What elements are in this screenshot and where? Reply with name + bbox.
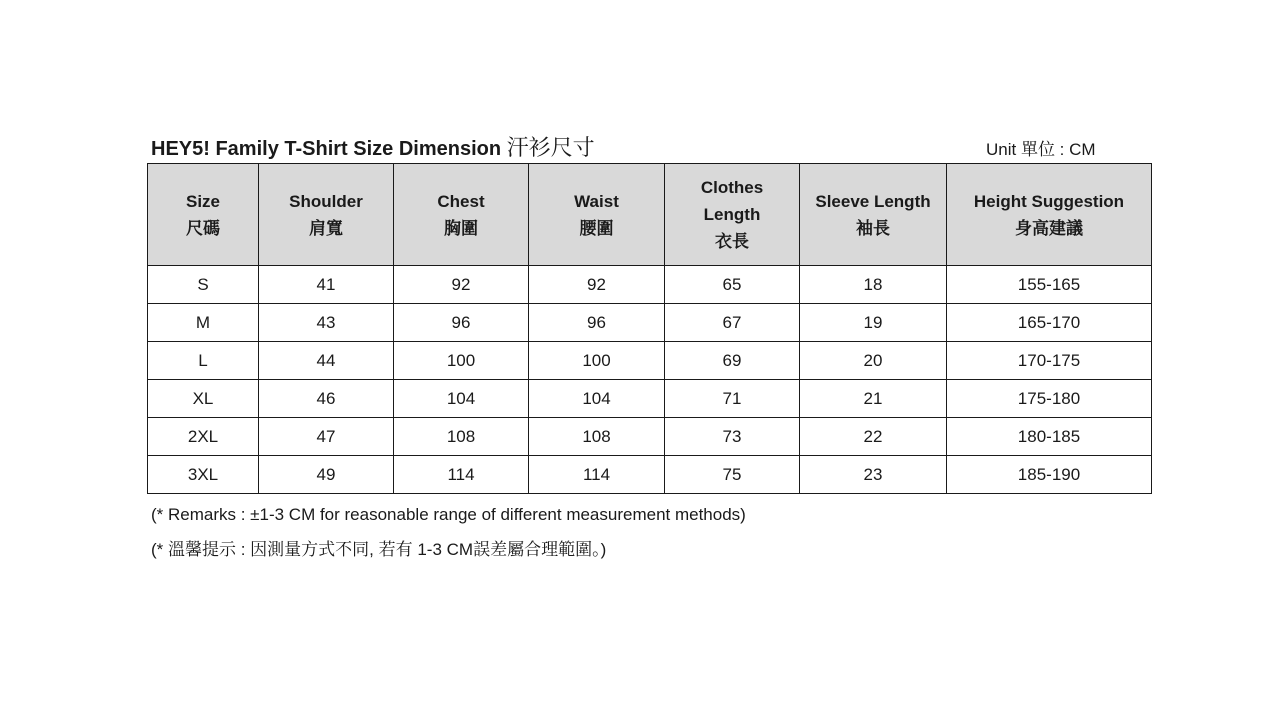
header-sleeve-length: Sleeve Length 袖長 [800,164,947,266]
cell-height-suggestion: 165-170 [947,304,1152,342]
cell-size: M [148,304,259,342]
cell-chest: 104 [394,380,529,418]
cell-clothes-length: 69 [665,342,800,380]
cell-size: S [148,266,259,304]
table-row [148,342,1152,380]
cell-clothes-length: 71 [665,380,800,418]
cell-shoulder: 49 [259,456,394,494]
header-clothes-length: Clothes Length 衣長 [665,164,800,266]
cell-sleeve-length: 18 [800,266,947,304]
cell-shoulder: 46 [259,380,394,418]
cell-waist: 108 [529,418,665,456]
cell-shoulder: 44 [259,342,394,380]
remark-english: (* Remarks : ±1-3 CM for reasonable range of different measurement methods) [151,505,746,524]
cell-height-suggestion: 180-185 [947,418,1152,456]
cell-height-suggestion: 185-190 [947,456,1152,494]
cell-chest: 108 [394,418,529,456]
unit-label: Unit 單位 : CM [986,140,1096,159]
header-shoulder: Shoulder 肩寬 [259,164,394,266]
header-waist: Waist 腰圍 [529,164,665,266]
cell-clothes-length: 65 [665,266,800,304]
cell-shoulder: 47 [259,418,394,456]
table-row [148,418,1152,456]
header-size: Size 尺碼 [148,164,259,266]
cell-shoulder: 41 [259,266,394,304]
cell-sleeve-length: 19 [800,304,947,342]
title-english: HEY5! Family T-Shirt Size Dimension [151,138,507,160]
cell-height-suggestion: 170-175 [947,342,1152,380]
cell-sleeve-length: 20 [800,342,947,380]
header-height-suggestion: Height Suggestion 身高建議 [947,164,1152,266]
cell-chest: 92 [394,266,529,304]
cell-sleeve-length: 22 [800,418,947,456]
table-row [148,304,1152,342]
cell-clothes-length: 75 [665,456,800,494]
cell-chest: 96 [394,304,529,342]
cell-clothes-length: 73 [665,418,800,456]
cell-clothes-length: 67 [665,304,800,342]
cell-size: 2XL [148,418,259,456]
size-table [147,163,1152,494]
title-chinese: 汗衫尺寸 [506,135,595,160]
cell-size: XL [148,380,259,418]
cell-sleeve-length: 23 [800,456,947,494]
table-row [148,456,1152,494]
cell-waist: 100 [529,342,665,380]
remark-chinese: (* 溫馨提示 : 因測量方式不同, 若有 1-3 CM誤差屬合理範圍。) [151,540,607,559]
cell-waist: 114 [529,456,665,494]
table-row [148,380,1152,418]
table-header-row [148,164,1152,266]
cell-size: 3XL [148,456,259,494]
cell-shoulder: 43 [259,304,394,342]
cell-height-suggestion: 155-165 [947,266,1152,304]
cell-chest: 114 [394,456,529,494]
cell-chest: 100 [394,342,529,380]
header-chest: Chest 胸圍 [394,164,529,266]
cell-height-suggestion: 175-180 [947,380,1152,418]
page-title [151,131,595,162]
cell-size: L [148,342,259,380]
cell-waist: 104 [529,380,665,418]
cell-waist: 92 [529,266,665,304]
cell-sleeve-length: 21 [800,380,947,418]
table-row [148,266,1152,304]
cell-waist: 96 [529,304,665,342]
